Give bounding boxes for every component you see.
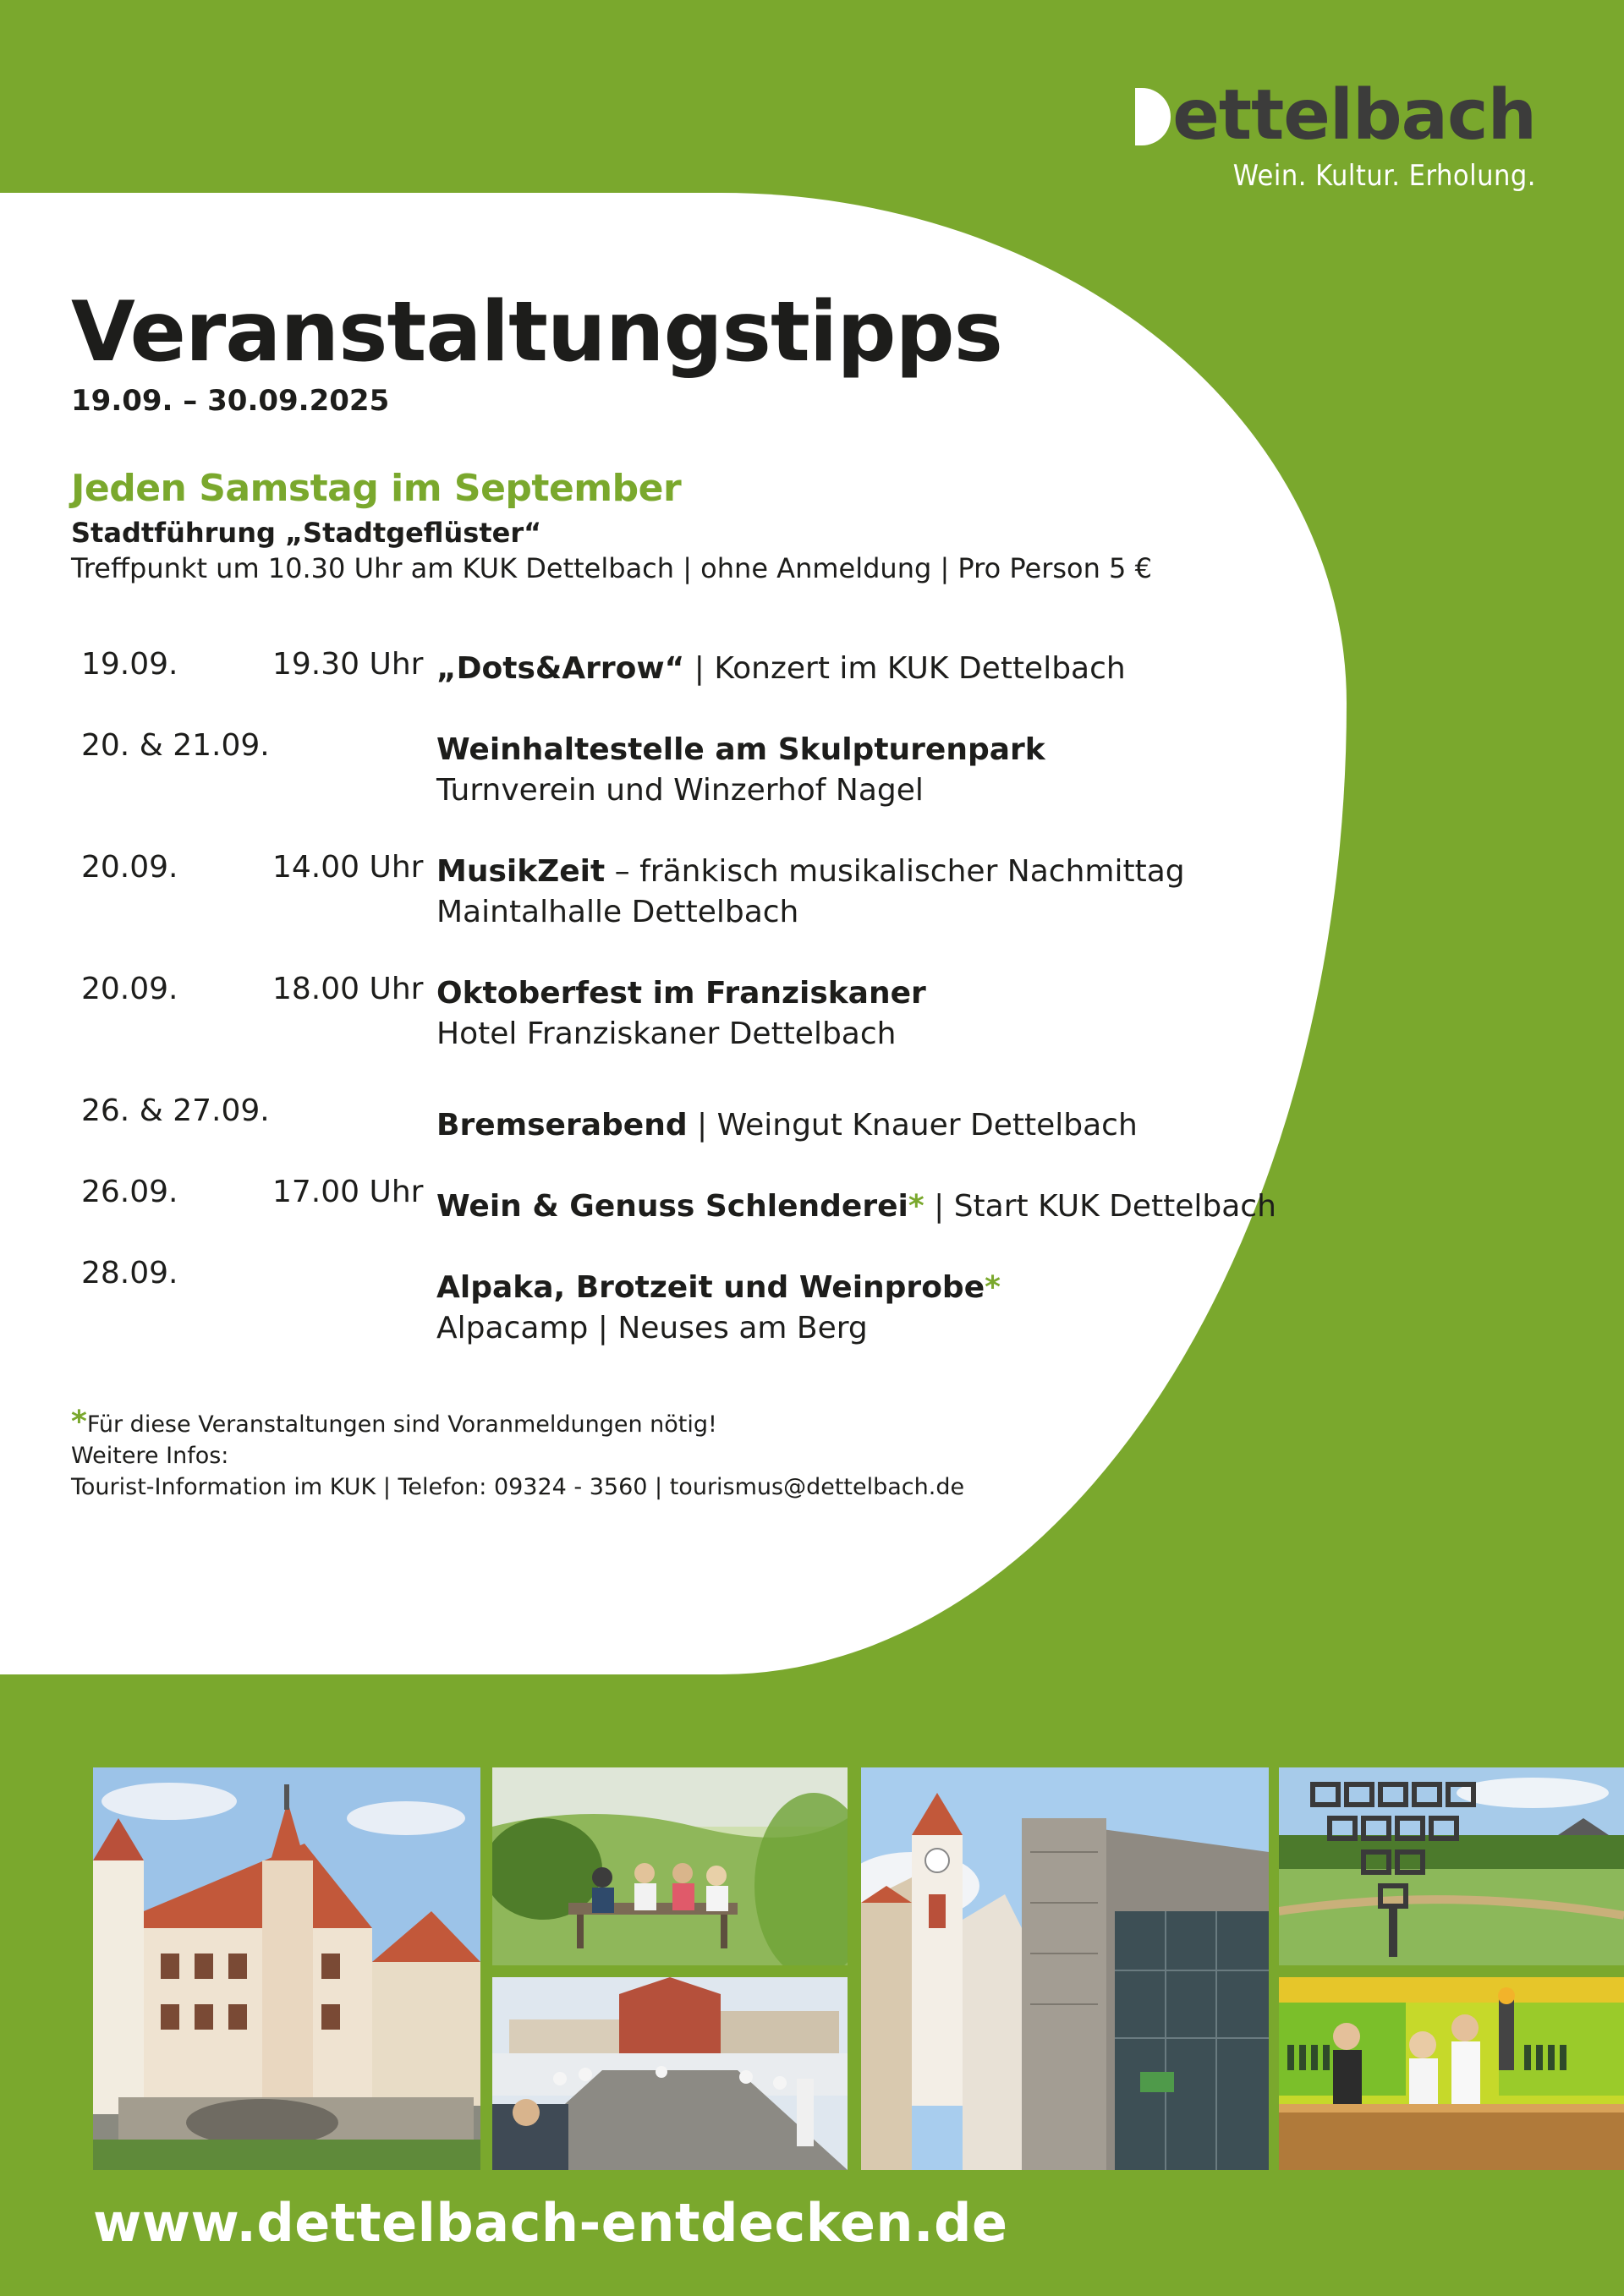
vineyard-picnic-photo [492, 1767, 848, 1965]
event-detail: – fränkisch musikalischer Nachmittag [605, 853, 1185, 889]
event-title: Weinhaltestelle am Skulpturenpark [436, 732, 1045, 767]
dettelbach-logo[interactable] [1135, 75, 1536, 193]
logo-wordmark [1135, 75, 1536, 156]
event-date: 26. & 27.09. [81, 1093, 270, 1128]
weekly-heading: Jeden Samstag im September [71, 466, 682, 510]
event-title: MusikZeit [436, 853, 606, 889]
logo-tagline: Wein. Kultur. Erholung. [1232, 159, 1536, 193]
weekly-event-title: Stadtführung „Stadtgeflüster“ [71, 516, 542, 549]
event-location: Maintalhalle Dettelbach [436, 894, 799, 929]
event-row [81, 728, 1289, 850]
registration-star: * [908, 1188, 924, 1224]
registration-star: * [985, 1269, 1001, 1305]
event-title: Alpaka, Brotzeit und Weinprobe [436, 1269, 985, 1305]
event-row [81, 1256, 1289, 1357]
page-title: Veranstaltungstipps [71, 284, 1003, 381]
church-and-kuk-photo [861, 1767, 1269, 2170]
event-description [436, 647, 1289, 689]
wine-bar-photo [1279, 1977, 1624, 2170]
event-date: 20.09. [81, 971, 178, 1006]
event-time: 18.00 Uhr [272, 971, 424, 1006]
event-row [81, 1093, 1289, 1175]
event-description [436, 1175, 1289, 1227]
town-hall-photo [93, 1767, 480, 2170]
registration-star: * [71, 1404, 87, 1439]
more-info-label: Weitere Infos: [71, 1442, 229, 1469]
event-date: 20. & 21.09. [81, 727, 270, 763]
event-date: 20.09. [81, 849, 178, 885]
sculpture-park-photo [1279, 1767, 1624, 1965]
event-row [81, 972, 1289, 1093]
event-title: Bremserabend [436, 1107, 688, 1143]
event-description [436, 850, 1289, 933]
main-content [71, 284, 1289, 1503]
registration-text: Für diese Veranstaltungen sind Voranmeldungen nötig! [86, 1411, 717, 1438]
event-title: Oktoberfest im Franziskaner [436, 975, 926, 1011]
event-detail: | Start KUK Dettelbach [924, 1188, 1276, 1224]
event-description [436, 728, 1289, 811]
event-location: Turnverein und Winzerhof Nagel [436, 772, 924, 808]
event-description [436, 1256, 1289, 1349]
event-date: 28.09. [81, 1255, 178, 1290]
event-location: Hotel Franziskaner Dettelbach [436, 1016, 897, 1051]
event-detail: | Weingut Knauer Dettelbach [687, 1107, 1138, 1143]
website-url[interactable]: www.dettelbach-entdecken.de [93, 2192, 1008, 2254]
event-detail: | Konzert im KUK Dettelbach [684, 650, 1126, 686]
weekly-section [71, 467, 1289, 584]
event-time: 19.30 Uhr [272, 646, 424, 682]
event-row [81, 850, 1289, 972]
date-range: 19.09. – 30.09.2025 [71, 383, 390, 418]
logo-word-text: ettelbach [1172, 75, 1536, 156]
event-date: 19.09. [81, 646, 178, 682]
town-festival-photo [492, 1977, 848, 2170]
event-time: 17.00 Uhr [272, 1174, 424, 1209]
event-list [81, 647, 1289, 1357]
event-location: Alpacamp | Neuses am Berg [436, 1310, 868, 1345]
event-time: 14.00 Uhr [272, 849, 424, 885]
event-row [81, 647, 1289, 728]
registration-note [71, 1406, 1289, 1440]
contact-line[interactable]: Tourist-Information im KUK | Telefon: 09324 - 3560 | tourismus@dettelbach.de [71, 1473, 965, 1500]
event-description [436, 1093, 1289, 1146]
logo-d-shape [1135, 88, 1171, 145]
notes-section [71, 1406, 1289, 1503]
weekly-event-info: Treffpunkt um 10.30 Uhr am KUK Dettelbach | ohne Anmeldung | Pro Person 5 € [71, 551, 1152, 584]
event-row [81, 1175, 1289, 1256]
event-date: 26.09. [81, 1174, 178, 1209]
event-description [436, 972, 1289, 1055]
event-title: „Dots&Arrow“ [436, 650, 685, 686]
event-title: Wein & Genuss Schlenderei [436, 1188, 908, 1224]
